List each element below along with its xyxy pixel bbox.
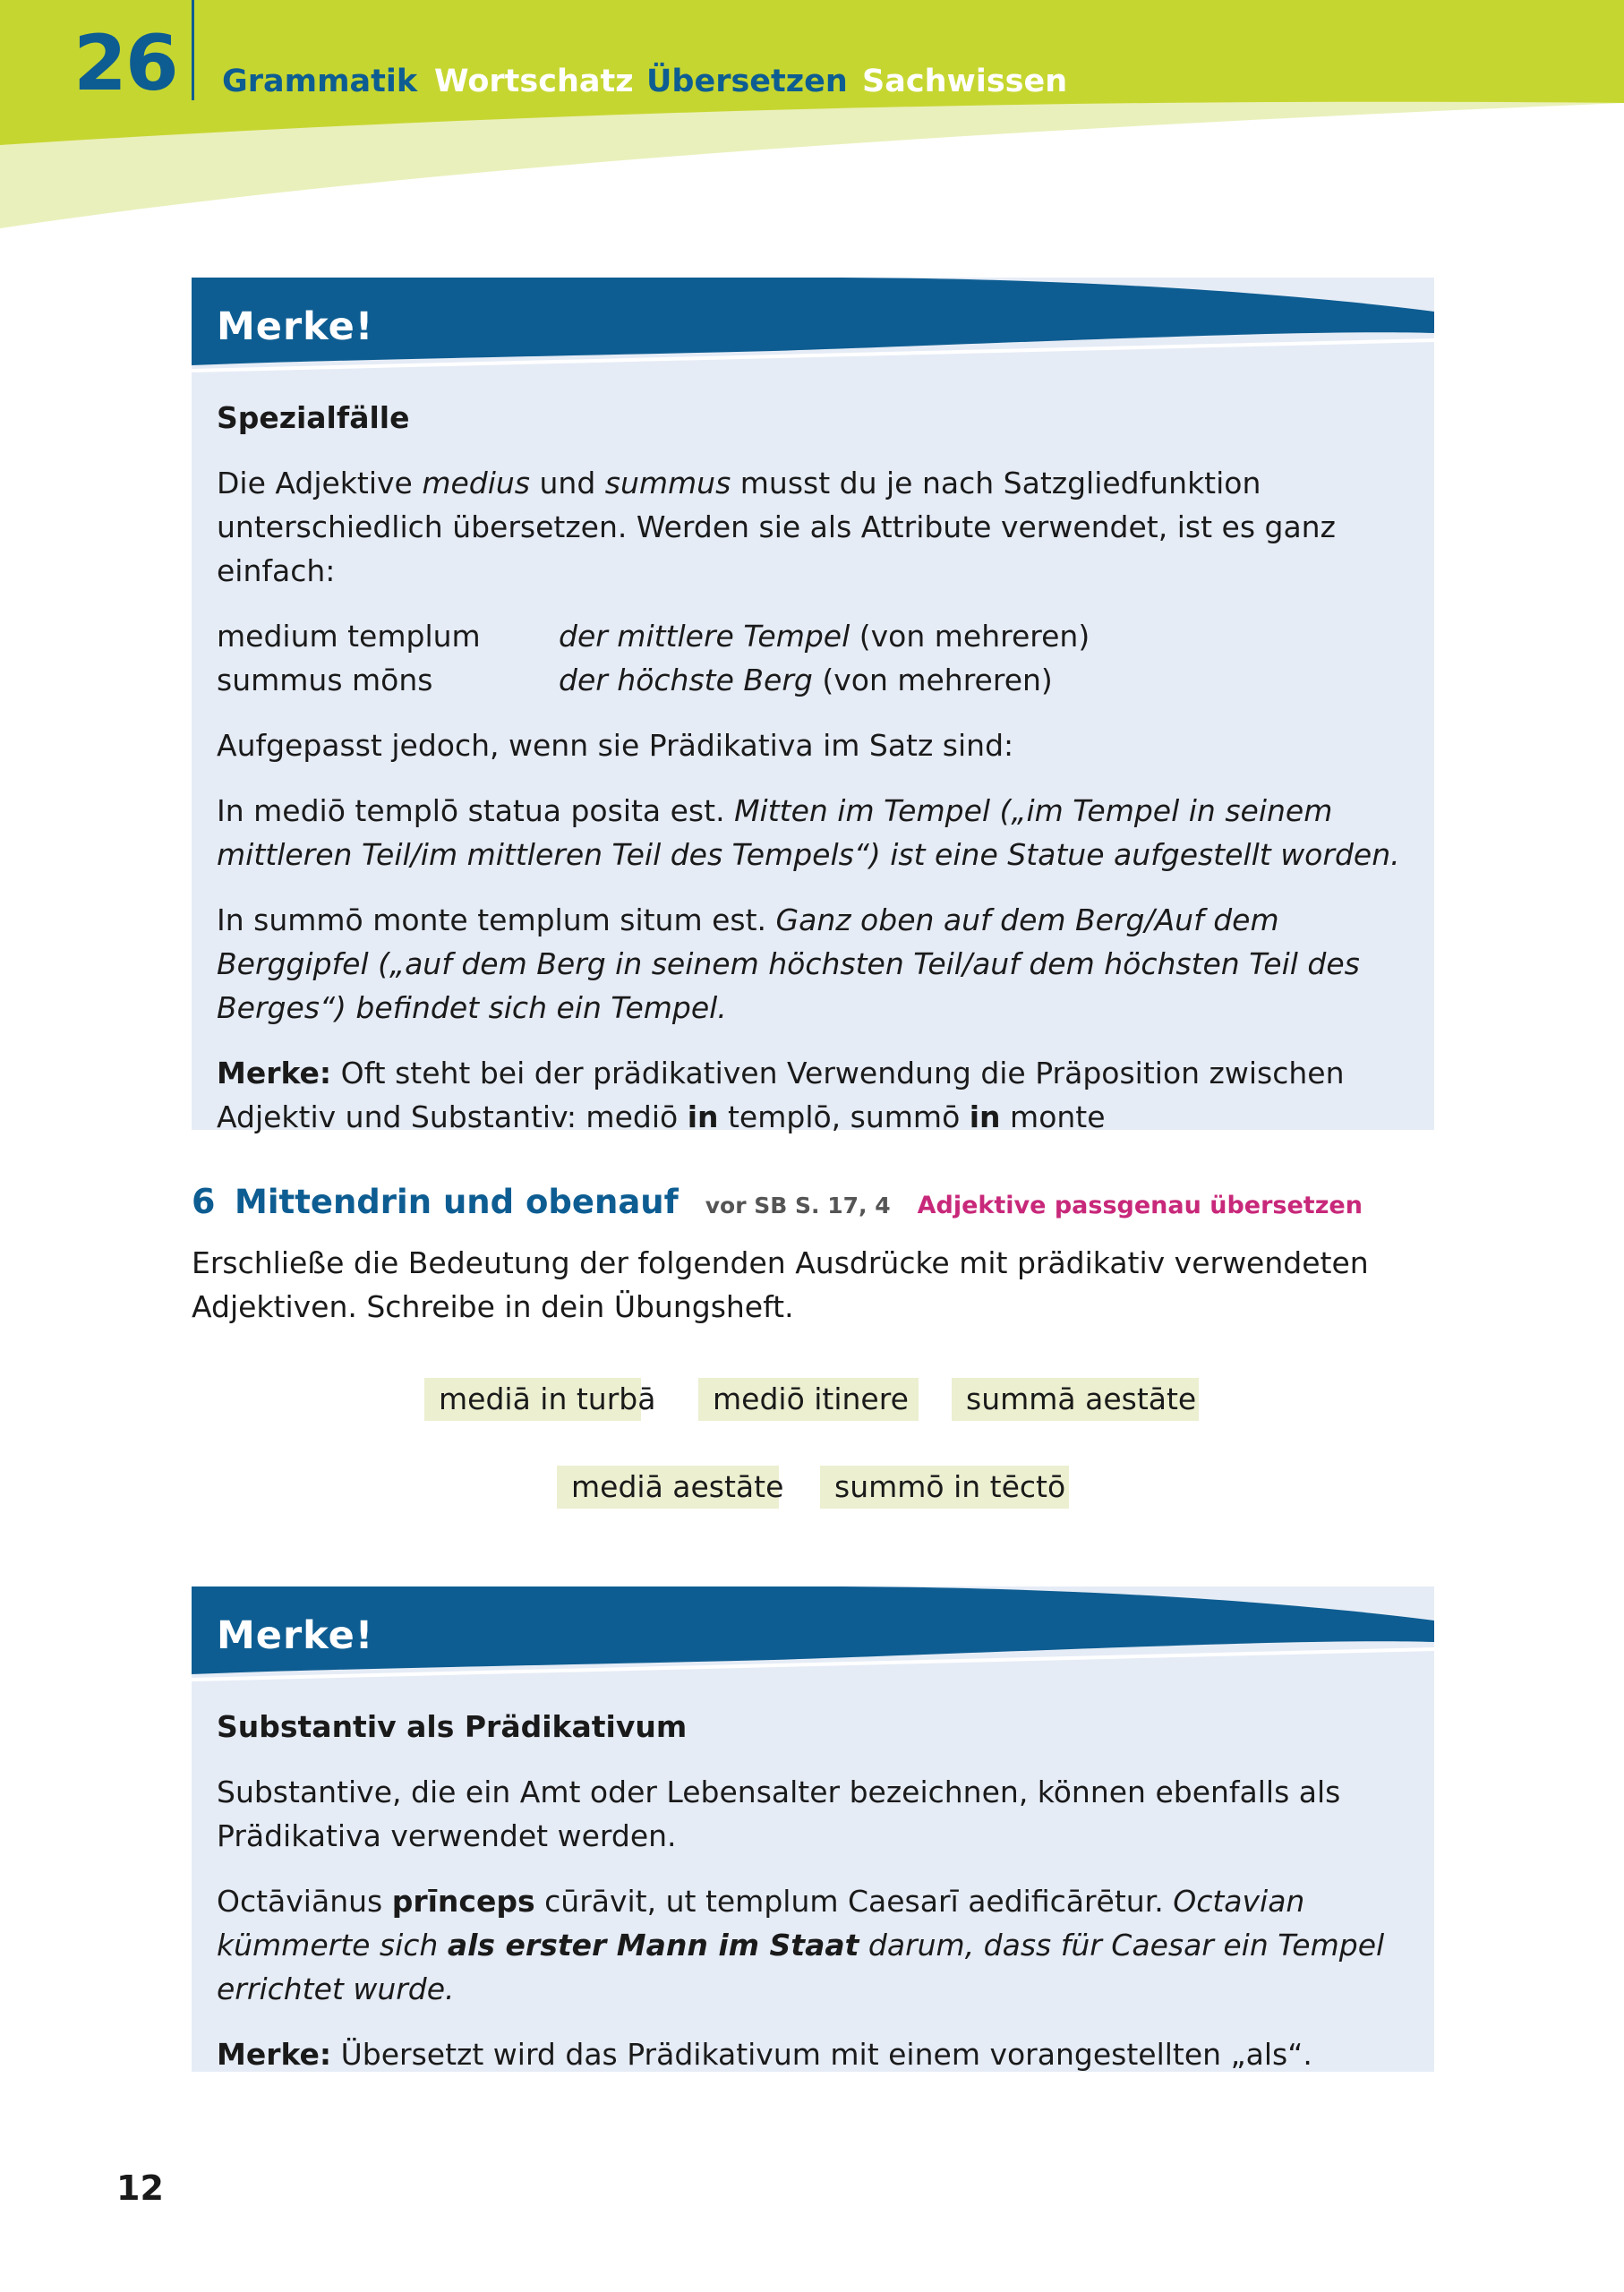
exercise-number: 6 xyxy=(192,1182,216,1221)
exercise-skill: Adjektive passgenau übersetzen xyxy=(917,1192,1363,1219)
exercise-title: Mittendrin und obenauf xyxy=(235,1183,679,1221)
latin-term: summus mōns xyxy=(217,663,433,697)
example-sentence: In mediō templō statua posita est. Mitten im Tempel („im Tempel in seinem mittleren Teil/im mittleren Teil des Tempels“) ist eine Statue aufgestellt worden. xyxy=(217,793,1400,872)
nav-wortschatz[interactable]: Wortschatz xyxy=(434,64,634,99)
page-number: 12 xyxy=(116,2168,164,2208)
merke-content xyxy=(217,396,1413,1160)
section-heading: Spezialfälle xyxy=(217,400,410,435)
phrase-chip: mediā in turbā xyxy=(424,1378,641,1421)
nav-grammatik[interactable]: Grammatik xyxy=(222,64,418,99)
phrase-chip: mediā aestāte xyxy=(557,1466,779,1509)
phrase-chip: summō in tēctō xyxy=(820,1466,1069,1509)
exercise-6 xyxy=(192,1182,1434,1329)
vocab-list xyxy=(217,614,1413,702)
german-translation: der mittlere Tempel (von mehreren) xyxy=(559,619,1090,654)
german-translation: der höchste Berg (von mehreren) xyxy=(559,663,1053,697)
latin-term: medium templum xyxy=(217,619,481,654)
merke-box-substantiv xyxy=(192,1586,1434,2072)
section-heading: Substantiv als Prädikativum xyxy=(217,1709,688,1744)
exercise-header xyxy=(192,1182,1434,1221)
merke-header-banner xyxy=(192,1586,1434,1683)
merke-note: Merke: Übersetzt wird das Prädikativum mit einem vorangestellten „als“. xyxy=(217,2037,1312,2072)
merke-title: Merke! xyxy=(217,1613,374,1658)
phrase-chip: summā aestāte xyxy=(952,1378,1199,1421)
exercise-reference: vor SB S. 17, 4 xyxy=(705,1193,891,1219)
nav-uebersetzen[interactable]: Übersetzen xyxy=(646,64,848,99)
vocab-row xyxy=(217,614,1413,658)
exercise-instruction: Erschließe die Bedeutung der folgenden Ausdrücke mit prädikativ verwendeten Adjektiven. Schreibe in dein Übungsheft. xyxy=(192,1245,1369,1324)
merke-note: Merke: Oft steht bei der prädikativen Verwendung die Präposition zwischen Adjektiv und Substantiv: mediō in templō, summō in monte xyxy=(217,1056,1345,1134)
header-banner xyxy=(0,0,1624,233)
example-sentence: In summō monte templum situm est. Ganz oben auf dem Berg/Auf dem Berggipfel („auf dem Berg in seinem höchsten Teil/auf dem höchsten Teil des Berges“) befindet sich ein Tempel. xyxy=(217,902,1360,1025)
example-sentence: Octāviānus prīnceps cūrāvit, ut templum Caesarī aedificārētur. Octavian kümmerte sich als erster Mann im Staat darum, dass für Caesar ein Tempel errichtet wurde. xyxy=(217,1884,1385,2006)
merke-title: Merke! xyxy=(217,304,374,349)
phrase-chip: mediō itinere xyxy=(698,1378,919,1421)
chapter-divider xyxy=(192,0,194,100)
chapter-number: 26 xyxy=(73,19,177,108)
intro-paragraph: Die Adjektive medius und summus musst du je nach Satzgliedfunktion unterschiedlich übersetzen. Werden sie als Attribute verwendet, ist es ganz einfach: xyxy=(217,466,1336,588)
vocab-row xyxy=(217,658,1413,702)
paragraph: Aufgepasst jedoch, wenn sie Prädikativa im Satz sind: xyxy=(217,728,1014,763)
nav-sachwissen[interactable]: Sachwissen xyxy=(862,64,1068,99)
merke-content xyxy=(217,1705,1413,2098)
merke-box-spezialfaelle xyxy=(192,278,1434,1134)
merke-header-banner xyxy=(192,278,1434,374)
paragraph: Substantive, die ein Amt oder Lebensalter bezeichnen, können ebenfalls als Prädikativa verwendet werden. xyxy=(217,1775,1341,1853)
